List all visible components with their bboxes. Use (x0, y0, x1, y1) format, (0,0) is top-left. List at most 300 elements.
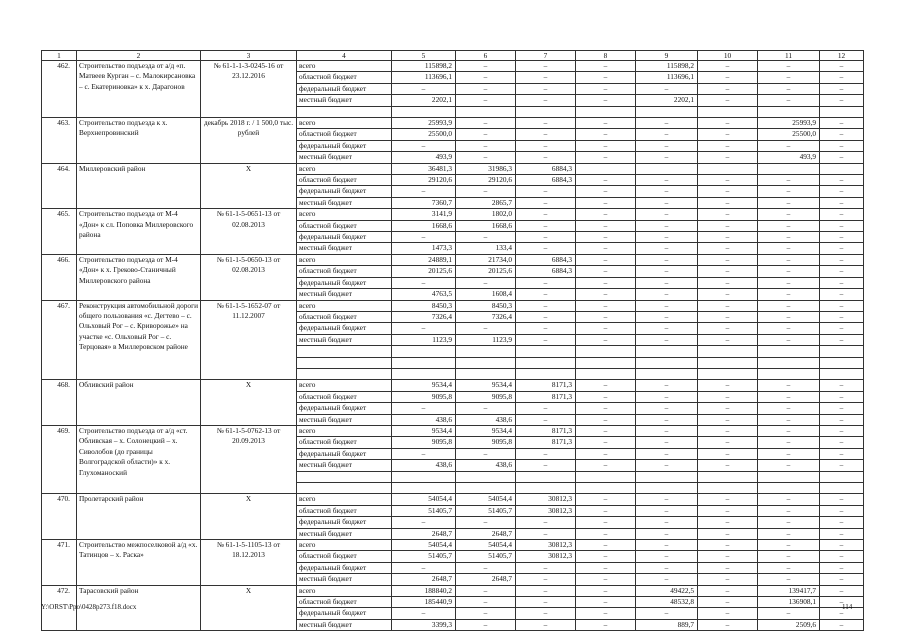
amount-cell: – (576, 266, 636, 277)
empty-cell (456, 346, 516, 357)
amount-cell: – (698, 277, 758, 288)
empty-cell (456, 106, 516, 117)
amount-cell: 48532,8 (636, 597, 698, 608)
amount-cell: – (758, 311, 820, 322)
funding-source: всего (297, 380, 392, 391)
amount-cell: 25993,9 (758, 118, 820, 129)
amount-cell: 51405,7 (392, 505, 456, 516)
amount-cell: – (636, 277, 698, 288)
empty-cell (456, 357, 516, 368)
empty-cell (636, 471, 698, 482)
amount-cell: – (636, 528, 698, 539)
amount-cell: – (698, 562, 758, 573)
amount-cell: – (758, 539, 820, 550)
amount-cell: – (698, 209, 758, 220)
funding-source: всего (297, 163, 392, 174)
amount-cell: – (636, 334, 698, 345)
amount-cell: 188840,2 (392, 585, 456, 596)
empty-cell (456, 368, 516, 379)
amount-cell: – (758, 380, 820, 391)
row-number: 462. (42, 61, 77, 118)
amount-cell: 1123,9 (392, 334, 456, 345)
empty-cell (297, 346, 392, 357)
amount-cell: – (758, 448, 820, 459)
amount-cell: – (820, 220, 864, 231)
amount-cell: – (576, 494, 636, 505)
amount-cell: – (758, 83, 820, 94)
document-reference: № 61-1-5-0651-13 от 02.08.2013 (201, 209, 297, 255)
amount-cell: – (516, 574, 576, 585)
empty-cell (820, 346, 864, 357)
amount-cell: 1608,4 (456, 289, 516, 300)
document-reference: № 61-1-5-1105-13 от 18.12.2013 (201, 539, 297, 585)
amount-cell: – (456, 619, 516, 630)
funding-source: федеральный бюджет (297, 232, 392, 243)
amount-cell: 9095,8 (456, 437, 516, 448)
column-header: 1 (42, 51, 77, 61)
empty-cell (576, 346, 636, 357)
amount-cell: – (820, 243, 864, 254)
document-reference: Х (201, 585, 297, 631)
amount-cell: – (392, 517, 456, 528)
empty-cell (392, 471, 456, 482)
amount-cell: – (820, 517, 864, 528)
amount-cell: – (576, 562, 636, 573)
amount-cell: – (698, 505, 758, 516)
amount-cell: – (758, 437, 820, 448)
amount-cell: 9534,4 (456, 425, 516, 436)
amount-cell: – (576, 380, 636, 391)
amount-cell: – (576, 197, 636, 208)
header-row (42, 51, 864, 61)
amount-cell: – (698, 311, 758, 322)
amount-cell: 6884,3 (516, 163, 576, 174)
table-row (42, 163, 864, 174)
amount-cell: – (758, 186, 820, 197)
column-header: 11 (758, 51, 820, 61)
amount-cell: – (698, 289, 758, 300)
amount-cell: – (636, 140, 698, 151)
amount-cell: – (636, 118, 698, 129)
amount-cell: 31986,3 (456, 163, 516, 174)
amount-cell: 29120,6 (456, 175, 516, 186)
amount-cell: – (698, 437, 758, 448)
amount-cell: 54054,4 (456, 539, 516, 550)
amount-cell: 2648,7 (456, 574, 516, 585)
amount-cell: – (456, 95, 516, 106)
empty-cell (820, 368, 864, 379)
amount-cell: 493,9 (758, 152, 820, 163)
amount-cell: – (698, 597, 758, 608)
amount-cell: 113696,1 (636, 72, 698, 83)
amount-cell: – (698, 232, 758, 243)
amount-cell: 3141,9 (392, 209, 456, 220)
amount-cell: – (456, 232, 516, 243)
column-header: 12 (820, 51, 864, 61)
amount-cell: – (758, 414, 820, 425)
document-reference: № 61-1-5-1652-07 от 11.12.2007 (201, 300, 297, 380)
amount-cell: – (820, 254, 864, 265)
amount-cell: 30812,3 (516, 551, 576, 562)
amount-cell: 889,7 (636, 619, 698, 630)
column-header: 8 (576, 51, 636, 61)
amount-cell: 438,6 (456, 460, 516, 471)
amount-cell: – (820, 608, 864, 619)
amount-cell: 54054,4 (392, 494, 456, 505)
amount-cell: – (820, 505, 864, 516)
column-header: 10 (698, 51, 758, 61)
amount-cell: 115898,2 (392, 61, 456, 72)
amount-cell: – (698, 300, 758, 311)
amount-cell: – (456, 83, 516, 94)
amount-cell: – (698, 197, 758, 208)
amount-cell: 2648,7 (456, 528, 516, 539)
amount-cell: – (698, 266, 758, 277)
amount-cell: – (758, 608, 820, 619)
object-name: Обливский район (77, 380, 201, 426)
funding-source: областной бюджет (297, 551, 392, 562)
amount-cell: – (820, 140, 864, 151)
amount-cell: – (820, 585, 864, 596)
document-reference: Х (201, 163, 297, 209)
empty-cell (576, 357, 636, 368)
document-path: Y:\ORST\Ppo\0428p273.f18.docx (41, 603, 137, 611)
amount-cell: – (820, 448, 864, 459)
amount-cell: – (820, 528, 864, 539)
amount-cell: – (576, 323, 636, 334)
amount-cell: – (392, 277, 456, 288)
funding-source: федеральный бюджет (297, 517, 392, 528)
amount-cell: 54054,4 (392, 539, 456, 550)
amount-cell: – (636, 83, 698, 94)
funding-source: всего (297, 300, 392, 311)
amount-cell: – (576, 517, 636, 528)
amount-cell: – (516, 129, 576, 140)
amount-cell: – (758, 254, 820, 265)
amount-cell: – (698, 152, 758, 163)
amount-cell: – (820, 619, 864, 630)
amount-cell: 7326,4 (392, 311, 456, 322)
empty-cell (516, 368, 576, 379)
amount-cell: – (516, 209, 576, 220)
amount-cell: 30812,3 (516, 494, 576, 505)
amount-cell: 25993,9 (392, 118, 456, 129)
amount-cell: 8450,3 (456, 300, 516, 311)
empty-cell (698, 471, 758, 482)
amount-cell: – (698, 243, 758, 254)
amount-cell: 438,6 (456, 414, 516, 425)
object-name: Миллеровский район (77, 163, 201, 209)
amount-cell: 2202,1 (636, 95, 698, 106)
amount-cell: – (820, 300, 864, 311)
amount-cell: – (698, 186, 758, 197)
amount-cell: 24889,1 (392, 254, 456, 265)
empty-cell (297, 368, 392, 379)
amount-cell: – (758, 528, 820, 539)
amount-cell: – (758, 460, 820, 471)
funding-source: всего (297, 118, 392, 129)
amount-cell: 2865,7 (456, 197, 516, 208)
amount-cell: – (820, 289, 864, 300)
amount-cell: 9095,8 (392, 437, 456, 448)
funding-source: всего (297, 425, 392, 436)
document-reference: декабрь 2018 г. / 1 500,0 тыс. рублей (201, 118, 297, 164)
amount-cell: – (576, 551, 636, 562)
table-row (42, 539, 864, 550)
amount-cell: 36481,3 (392, 163, 456, 174)
column-header: 7 (516, 51, 576, 61)
amount-cell: – (820, 118, 864, 129)
amount-cell: – (576, 585, 636, 596)
amount-cell: – (758, 562, 820, 573)
empty-cell (820, 482, 864, 493)
amount-cell: – (392, 232, 456, 243)
amount-cell: – (698, 574, 758, 585)
amount-cell: 4763,5 (392, 289, 456, 300)
amount-cell: – (820, 562, 864, 573)
amount-cell: – (516, 186, 576, 197)
amount-cell (636, 163, 698, 174)
funding-source: областной бюджет (297, 437, 392, 448)
amount-cell: – (576, 619, 636, 630)
amount-cell: – (516, 460, 576, 471)
amount-cell: 115898,2 (636, 61, 698, 72)
funding-source: местный бюджет (297, 334, 392, 345)
amount-cell: 493,9 (392, 152, 456, 163)
amount-cell: – (698, 254, 758, 265)
amount-cell: 8171,3 (516, 425, 576, 436)
amount-cell: – (456, 517, 516, 528)
amount-cell: – (576, 403, 636, 414)
amount-cell: 9095,8 (392, 391, 456, 402)
table-row (42, 209, 864, 220)
amount-cell: – (576, 72, 636, 83)
amount-cell: – (516, 220, 576, 231)
empty-cell (516, 346, 576, 357)
amount-cell: – (516, 118, 576, 129)
funding-source: всего (297, 494, 392, 505)
amount-cell: – (698, 83, 758, 94)
amount-cell: – (698, 380, 758, 391)
amount-cell: – (698, 448, 758, 459)
amount-cell: – (758, 266, 820, 277)
amount-cell: – (820, 380, 864, 391)
funding-source: областной бюджет (297, 266, 392, 277)
page-number: 114 (842, 603, 853, 611)
row-number: 471. (42, 539, 77, 585)
amount-cell: – (576, 597, 636, 608)
amount-cell: 21734,0 (456, 254, 516, 265)
amount-cell: – (392, 562, 456, 573)
empty-cell (758, 357, 820, 368)
amount-cell: – (636, 175, 698, 186)
funding-source: местный бюджет (297, 95, 392, 106)
amount-cell: – (636, 220, 698, 231)
amount-cell: – (636, 266, 698, 277)
amount-cell: – (516, 414, 576, 425)
amount-cell: – (758, 220, 820, 231)
table-row (42, 300, 864, 311)
amount-cell: – (820, 311, 864, 322)
amount-cell: – (516, 61, 576, 72)
amount-cell: – (456, 448, 516, 459)
amount-cell: – (758, 425, 820, 436)
amount-cell: – (698, 551, 758, 562)
empty-cell (392, 106, 456, 117)
amount-cell: – (636, 414, 698, 425)
amount-cell: – (820, 61, 864, 72)
amount-cell (758, 163, 820, 174)
amount-cell: – (636, 517, 698, 528)
funding-source: всего (297, 61, 392, 72)
empty-cell (636, 106, 698, 117)
funding-source: федеральный бюджет (297, 448, 392, 459)
funding-source: местный бюджет (297, 197, 392, 208)
empty-cell (392, 346, 456, 357)
row-number: 467. (42, 300, 77, 380)
funding-source: федеральный бюджет (297, 403, 392, 414)
amount-cell: 438,6 (392, 460, 456, 471)
amount-cell: – (392, 448, 456, 459)
budget-table (41, 50, 864, 631)
table-row (42, 254, 864, 265)
amount-cell: – (698, 403, 758, 414)
amount-cell: – (576, 209, 636, 220)
amount-cell: – (516, 517, 576, 528)
empty-cell (636, 368, 698, 379)
empty-cell (392, 357, 456, 368)
empty-cell (636, 346, 698, 357)
amount-cell: – (576, 129, 636, 140)
amount-cell: – (516, 277, 576, 288)
amount-cell: – (820, 197, 864, 208)
funding-source: федеральный бюджет (297, 562, 392, 573)
amount-cell: – (576, 186, 636, 197)
amount-cell: – (820, 414, 864, 425)
funding-source: местный бюджет (297, 460, 392, 471)
amount-cell: 8171,3 (516, 391, 576, 402)
amount-cell: – (636, 460, 698, 471)
document-reference: № 61-1-1-3-0245-16 от 23.12.2016 (201, 61, 297, 118)
amount-cell: – (820, 95, 864, 106)
funding-source: областной бюджет (297, 72, 392, 83)
amount-cell: – (758, 175, 820, 186)
empty-cell (456, 482, 516, 493)
document-reference: Х (201, 494, 297, 540)
object-name: Реконструкция автомобильной дороги общего пользования «с. Дегтево – с. Ольховый Рог – с. Криворожье» на участке «с. Ольховый Рог – с. Терцовая» в Миллеровском районе (77, 300, 201, 380)
funding-source: местный бюджет (297, 152, 392, 163)
amount-cell: – (636, 197, 698, 208)
amount-cell: 25500,0 (392, 129, 456, 140)
amount-cell (698, 163, 758, 174)
amount-cell: 113696,1 (392, 72, 456, 83)
amount-cell: – (516, 197, 576, 208)
object-name: Тарасовский район (77, 585, 201, 631)
funding-source: местный бюджет (297, 289, 392, 300)
object-name: Строительство подъезда от М-4 «Дон» к х. Греково-Станичный Миллеровского района (77, 254, 201, 300)
amount-cell: – (636, 209, 698, 220)
amount-cell: 51405,7 (456, 505, 516, 516)
amount-cell: – (820, 209, 864, 220)
amount-cell: – (636, 186, 698, 197)
amount-cell: 9534,4 (392, 425, 456, 436)
amount-cell: – (516, 95, 576, 106)
amount-cell: – (392, 403, 456, 414)
row-number: 469. (42, 425, 77, 493)
amount-cell: – (698, 175, 758, 186)
amount-cell: – (698, 391, 758, 402)
amount-cell: – (820, 597, 864, 608)
amount-cell: – (636, 232, 698, 243)
amount-cell: 438,6 (392, 414, 456, 425)
empty-cell (698, 482, 758, 493)
amount-cell: 6884,3 (516, 254, 576, 265)
amount-cell: – (576, 289, 636, 300)
amount-cell (576, 163, 636, 174)
amount-cell: – (698, 539, 758, 550)
amount-cell: – (758, 551, 820, 562)
empty-cell (576, 471, 636, 482)
amount-cell: – (576, 277, 636, 288)
amount-cell: – (758, 95, 820, 106)
amount-cell: – (820, 175, 864, 186)
amount-cell: 133,4 (456, 243, 516, 254)
amount-cell: – (758, 61, 820, 72)
amount-cell: – (820, 574, 864, 585)
amount-cell: – (456, 608, 516, 619)
amount-cell: – (576, 528, 636, 539)
amount-cell: – (820, 425, 864, 436)
amount-cell: – (516, 619, 576, 630)
table-row (42, 118, 864, 129)
amount-cell: – (636, 323, 698, 334)
empty-cell (516, 106, 576, 117)
amount-cell: – (456, 72, 516, 83)
amount-cell: – (456, 323, 516, 334)
amount-cell: – (516, 608, 576, 619)
amount-cell: – (758, 505, 820, 516)
amount-cell: – (820, 437, 864, 448)
empty-cell (758, 482, 820, 493)
object-name: Строительство межпоселковой а/д «х. Татинцов – х. Раска» (77, 539, 201, 585)
amount-cell: – (516, 585, 576, 596)
amount-cell: – (392, 140, 456, 151)
amount-cell: – (456, 597, 516, 608)
table-row (42, 380, 864, 391)
amount-cell: – (576, 391, 636, 402)
amount-cell: – (516, 528, 576, 539)
empty-cell (297, 482, 392, 493)
amount-cell: – (636, 494, 698, 505)
funding-source: всего (297, 254, 392, 265)
funding-source: областной бюджет (297, 129, 392, 140)
amount-cell: – (576, 437, 636, 448)
column-header: 6 (456, 51, 516, 61)
amount-cell: – (576, 254, 636, 265)
empty-cell (576, 106, 636, 117)
amount-cell: – (698, 334, 758, 345)
funding-source: областной бюджет (297, 597, 392, 608)
empty-cell (456, 471, 516, 482)
column-header: 9 (636, 51, 698, 61)
column-header: 2 (77, 51, 201, 61)
row-number: 470. (42, 494, 77, 540)
amount-cell: 8171,3 (516, 380, 576, 391)
amount-cell: – (516, 140, 576, 151)
amount-cell: – (636, 311, 698, 322)
amount-cell: 51405,7 (392, 551, 456, 562)
amount-cell: – (820, 391, 864, 402)
